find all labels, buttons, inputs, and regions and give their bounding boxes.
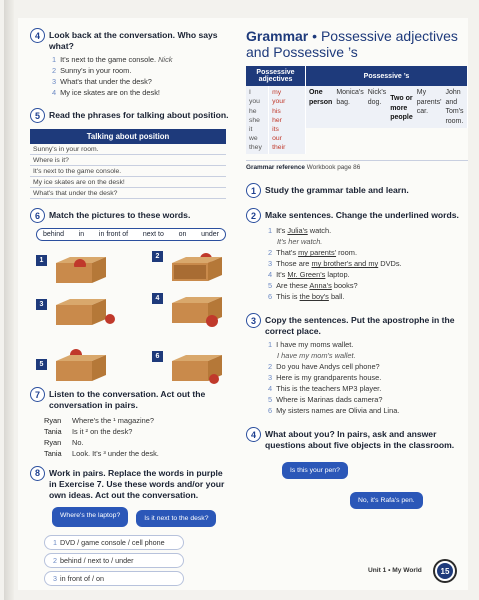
phrase-row: Sunny's in your room. [30, 144, 226, 155]
list-item: 6 My sisters names are Olivia and Lina. [268, 406, 400, 416]
exercise-title: What about you? In pairs, ask and answer questions about five objects in the classroom. [265, 429, 455, 451]
exercise-title: Study the grammar table and learn. [265, 185, 409, 196]
possessive-examples-cell: One person Monica's bag. Nick's dog. Two or more people My parents' car. John and Tom's room. [306, 86, 468, 128]
list-item: 3 What's that under the desk? [52, 77, 152, 87]
list-item: 6 This is the boy's ball. [268, 292, 345, 302]
picture-number: 4 [152, 293, 163, 304]
page-number: 15 [435, 561, 455, 581]
exercise-number: 5 [30, 108, 45, 123]
right-column [246, 28, 468, 509]
box-ball-in-illustration [52, 251, 110, 285]
box-ball-under-illustration [168, 347, 226, 385]
exercise-number: 6 [30, 208, 45, 223]
exercise-3-list [268, 340, 468, 417]
footer-unit-label: Unit 1 • My World [368, 567, 422, 574]
box-ball-on-illustration [52, 345, 110, 383]
list-item: 3 Those are my brother's and my DVDs. [268, 259, 402, 269]
list-item: 2 Sunny's in your room. [52, 66, 132, 76]
dialogue-line: Ryan Where's the ¹ magazine? [44, 415, 154, 425]
list-item: 4 It's Mr. Green's laptop. [268, 270, 350, 280]
exercise-title: Look back at the conversation. Who says what? [49, 30, 218, 52]
column-header: Possessive ’s [305, 66, 467, 86]
picture-number: 3 [36, 299, 47, 310]
list-item: 4 This is the teachers MP3 player. [268, 384, 382, 394]
exercise-number: 2 [246, 208, 261, 223]
phrase-row: My ice skates are on the desk! [30, 177, 226, 188]
phrase-item: 2 behind / next to / under [44, 553, 184, 568]
exercise-title: Work in pairs. Replace the words in purple in Exercise 7. Use these words and/or your own ideas. Act out the conversation. [49, 467, 225, 501]
list-item: 2 Do you have Andys cell phone? [268, 362, 380, 372]
list-item: 1 It's Julia's watch. [268, 226, 332, 236]
exercise-4-list [52, 55, 230, 99]
list-item: 3 Here is my grandparents house. [268, 373, 382, 383]
exercise-number: 4 [30, 28, 45, 43]
word-chip: behind [43, 231, 65, 239]
box-ball-in-front-illustration [168, 291, 226, 327]
picture-number: 1 [36, 255, 47, 266]
phrase-list [30, 535, 230, 586]
exercise-title: Listen to the conversation. Act out the conversation in pairs. [49, 389, 206, 411]
exercise-number: 7 [30, 387, 45, 402]
phrase-item: 1 DVD / game console / cell phone [44, 535, 184, 550]
exercise-number: 1 [246, 183, 261, 198]
phrase-item: 3 in front of / on [44, 571, 184, 586]
picture-number: 5 [36, 359, 47, 370]
prepositions-box [36, 228, 226, 241]
exercise-number: 8 [30, 466, 45, 481]
speech-bubbles [52, 507, 230, 527]
picture-number: 2 [152, 251, 163, 262]
word-chip: in [78, 231, 85, 239]
word-chip: in front of [98, 231, 129, 239]
exercise-4 [30, 28, 230, 52]
speech-bubble: Is this your pen? [282, 462, 348, 479]
exercise-8 [30, 466, 230, 502]
exercise-2-list [268, 226, 468, 303]
grammar-reference: Grammar reference Workbook page 86 [246, 160, 468, 171]
speech-bubble: No, it's Rafa's pen. [350, 492, 423, 509]
list-item: It's her watch. [277, 237, 323, 247]
exercise-1 [246, 183, 468, 198]
speech-bubble-a-wrap [282, 459, 468, 479]
adjective-cell: my your his her its our their [269, 86, 306, 154]
phrase-row: Where is it? [30, 155, 226, 166]
list-item: 4 My ice skates are on the desk! [52, 88, 160, 98]
position-phrases-box [30, 129, 226, 199]
list-item: I have my mom's wallet. [277, 351, 356, 361]
speech-bubble-b-wrap [350, 489, 468, 509]
list-item: 5 Where is Marinas dads camera? [268, 395, 383, 405]
exercise-number: 3 [246, 313, 261, 328]
grammar-heading: Grammar • Possessive adjectives and Possessive ’s [246, 28, 458, 61]
exercise-3 [246, 313, 468, 337]
exercise-5 [30, 108, 230, 123]
exercise-6 [30, 208, 230, 223]
box-title: Talking about position [30, 129, 226, 144]
exercise-title: Make sentences. Change the underlined words. [265, 210, 459, 221]
pronoun-cell: I you he she it we they [246, 86, 269, 154]
exercise-number: 4 [246, 427, 261, 442]
phrase-row: It's next to the game console. [30, 166, 226, 177]
dialogue-line: Ryan No. [44, 437, 84, 447]
exercise-title: Match the pictures to these words. [49, 210, 191, 221]
exercise-7 [30, 387, 230, 411]
exercise-2 [246, 208, 468, 223]
speech-bubble: Is it next to the desk? [136, 510, 216, 527]
list-item: 2 That's my parents' room. [268, 248, 357, 258]
dialogue-line: Tania Look. It's ³ under the desk. [44, 448, 159, 458]
box-ball-next-to-illustration [52, 293, 116, 329]
word-chip: next to [142, 231, 164, 239]
book-spine [4, 0, 14, 600]
speech-bubble: Where's the laptop? [52, 507, 128, 527]
grammar-table [246, 66, 468, 154]
phrase-row: What's that under the desk? [30, 188, 226, 199]
word-chip: under [201, 231, 219, 239]
list-item: 1 I have my moms wallet. [268, 340, 354, 350]
dialogue-line: Tania Is it ² on the desk? [44, 426, 133, 436]
exercise-title: Copy the sentences. Put the apostrophe in the correct place. [265, 315, 455, 337]
box-ball-behind-illustration [168, 249, 226, 283]
conversation [44, 415, 230, 459]
exercise-title: Read the phrases for talking about position. [49, 110, 229, 121]
picture-number: 6 [152, 351, 163, 362]
picture-grid [30, 247, 230, 385]
exercise-4-right [246, 427, 468, 451]
word-chip: on [178, 231, 187, 239]
list-item: 5 Are these Anna's books? [268, 281, 358, 291]
column-header: Possessive adjectives [246, 66, 305, 86]
left-column [30, 28, 230, 586]
list-item: 1 It's next to the game console. Nick [52, 55, 173, 65]
